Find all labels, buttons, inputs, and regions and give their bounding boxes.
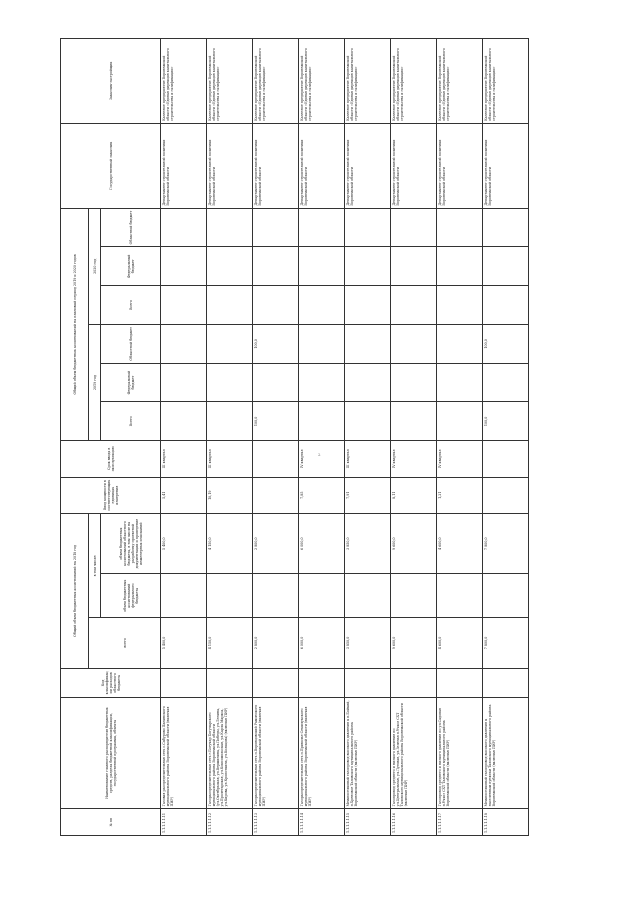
cell-fed: [161, 574, 207, 618]
cell-y2019-fed: [299, 363, 345, 402]
cell-developer: Казенное предприятие Воронежской области «Единая дирекция капитального строительства и газификации»: [253, 39, 299, 124]
cell-y2020-all: [345, 286, 391, 325]
header-name: Наименование главного распорядителя бюджетных средств, раздела бюджетной классификации, государственной программы, объекта: [61, 697, 161, 808]
cell-obl: 9 600,0: [391, 513, 437, 574]
cell-term: IV квартал: [437, 441, 483, 477]
cell-total: 2 800,0: [253, 618, 299, 669]
cell-y2020-all: [253, 286, 299, 325]
cell-name: Газораспределительная сеть г.Богучар Богучарского муниципального района Воронежской области (ул.Октябрьская, ул.Вершинина, ул.Победы, ул.Ленина, ул.Пролетарская, ул.Комсомольская, ул.Карла Маркса, ул.Кирова, ул.Кропоткина, ул.Кольцова) (включая ПИР): [207, 697, 253, 808]
cell-power: 1,21: [437, 477, 483, 513]
investment-table: [60, 38, 529, 836]
cell-fed: [299, 574, 345, 618]
table-row: [391, 39, 437, 836]
cell-no: 1.1.1.1.1.18: [483, 809, 529, 836]
cell-y2019-all: 100,0: [253, 402, 299, 441]
cell-y2020-all: [207, 286, 253, 325]
header-total-2018: Общий объем бюджетных ассигнований на 2018 год: [61, 513, 89, 668]
cell-term: III квартал: [345, 441, 391, 477]
cell-code: [299, 668, 345, 697]
cell-total: 3 850,0: [345, 618, 391, 669]
cell-total: 9 600,0: [391, 618, 437, 669]
cell-total: 6 000,0: [299, 618, 345, 669]
cell-obl: 7 800,0: [483, 513, 529, 574]
cell-name: Межпоселковый газопровод высокого давления к населенным пунктам Таловского муниципального района Воронежской области (включая ПИР): [483, 697, 529, 808]
cell-total: 4 150,0: [207, 618, 253, 669]
table-row: [207, 39, 253, 836]
header-obl-2018: объем бюджетных ассигнований областного бюджета, в том числе на разработку проектной документации и проведение инженерных изысканий: [101, 513, 161, 574]
cell-developer: Казенное предприятие Воронежской области «Единая дирекция капитального строительства и газификации»: [345, 39, 391, 124]
cell-y2020-obl: [207, 208, 253, 247]
cell-power: 5,41: [161, 477, 207, 513]
cell-obl: 2 800,0: [253, 513, 299, 574]
header-plan-period: Общий объем бюджетных ассигнований на плановый период 2019 и 2020 годов: [61, 208, 89, 441]
cell-fed: [391, 574, 437, 618]
cell-y2020-fed: [483, 247, 529, 286]
cell-code: [207, 668, 253, 697]
cell-y2019-obl: 100,0: [253, 324, 299, 363]
header-2019-fed: Федеральный бюджет: [101, 363, 161, 402]
header-code: Код классификации расходов областного бюджета: [61, 668, 161, 697]
cell-y2019-all: [207, 402, 253, 441]
cell-developer: Казенное предприятие Воронежской области «Единая дирекция капитального строительства и газификации»: [391, 39, 437, 124]
header-2020: 2020 год: [89, 208, 101, 324]
header-2020-obl: Областной бюджет: [101, 208, 161, 247]
cell-obl: 3 850,0: [345, 513, 391, 574]
cell-y2020-all: [437, 286, 483, 325]
cell-fed: [253, 574, 299, 618]
header-2019: 2019 год: [89, 324, 101, 440]
cell-customer: Департамент строительной политики Воронежской области: [345, 123, 391, 208]
cell-y2019-obl: [299, 324, 345, 363]
cell-obl: 4 600,0: [437, 513, 483, 574]
cell-y2019-obl: [437, 324, 483, 363]
cell-no: 1.1.1.1.1.13: [253, 809, 299, 836]
cell-customer: Департамент строительной политики Воронежской области: [391, 123, 437, 208]
cell-developer: Казенное предприятие Воронежской области «Единая дирекция капитального строительства и газификации»: [299, 39, 345, 124]
cell-y2020-fed: [345, 247, 391, 286]
cell-developer: Казенное предприятие Воронежской области «Единая дирекция капитального строительства и газификации»: [161, 39, 207, 124]
cell-y2020-obl: [161, 208, 207, 247]
cell-y2020-obl: [483, 208, 529, 247]
cell-y2020-fed: [253, 247, 299, 286]
cell-y2020-obl: [391, 208, 437, 247]
cell-power: [483, 477, 529, 513]
cell-power: [253, 477, 299, 513]
cell-y2020-all: [299, 286, 345, 325]
cell-total: 7 800,0: [483, 618, 529, 669]
cell-customer: Департамент строительной политики Воронежской области: [299, 123, 345, 208]
cell-y2019-obl: [391, 324, 437, 363]
header-no: № пп: [61, 809, 161, 836]
cell-fed: [207, 574, 253, 618]
cell-y2019-all: [345, 402, 391, 441]
cell-no: 1.1.1.1.1.14: [299, 809, 345, 836]
cell-y2019-all: 100,0: [483, 402, 529, 441]
cell-obl: 4 150,0: [207, 513, 253, 574]
cell-name: Межпоселковый газопровод высокого давления к п.Бойкий, п.Хреновое Таловского муниципального района Воронежской области (включая ПИР): [345, 697, 391, 808]
cell-code: [391, 668, 437, 697]
cell-term: III квартал: [207, 441, 253, 477]
cell-y2020-fed: [299, 247, 345, 286]
cell-no: 1.1.1.1.1.16: [391, 809, 437, 836]
page-mark: 2: [318, 452, 321, 457]
cell-name: Газораспределительная сеть п.Приволье Семилукского муниципального района Воронежской области (включая ПИР): [299, 697, 345, 808]
cell-fed: [345, 574, 391, 618]
cell-y2019-all: [437, 402, 483, 441]
table-row: [299, 39, 345, 836]
header-2019-all: Всего: [101, 402, 161, 441]
cell-customer: Департамент строительной политики Воронежской области: [483, 123, 529, 208]
cell-no: 1.1.1.1.1.15: [345, 809, 391, 836]
cell-y2019-fed: [161, 363, 207, 402]
cell-code: [161, 668, 207, 697]
cell-name: Газопровод среднего и низкого давления по ул.Садовая п.Учхоз СХТ Таловского муниципального района Воронежской области (включая ПИР): [437, 697, 483, 808]
cell-y2019-all: [299, 402, 345, 441]
cell-name: Газовая распределительная сеть с.Сабурово Панинского муниципального района Воронежской области (включая ПИР): [161, 697, 207, 808]
table-row: [483, 39, 529, 836]
cell-code: [483, 668, 529, 697]
cell-y2020-fed: [437, 247, 483, 286]
cell-y2019-all: [161, 402, 207, 441]
cell-y2020-all: [391, 286, 437, 325]
cell-customer: Департамент строительной политики Воронежской области: [161, 123, 207, 208]
cell-y2020-obl: [253, 208, 299, 247]
cell-power: 8,11: [391, 477, 437, 513]
cell-y2020-obl: [345, 208, 391, 247]
cell-obl: 5 400,0: [161, 513, 207, 574]
cell-y2020-obl: [437, 208, 483, 247]
cell-y2020-all: [483, 286, 529, 325]
cell-y2020-fed: [207, 247, 253, 286]
cell-no: 1.1.1.1.1.12: [207, 809, 253, 836]
cell-y2019-obl: [345, 324, 391, 363]
cell-code: [345, 668, 391, 697]
cell-customer: Департамент строительной политики Воронежской области: [437, 123, 483, 208]
cell-developer: Казенное предприятие Воронежской области «Единая дирекция капитального строительства и газификации»: [207, 39, 253, 124]
cell-y2019-fed: [437, 363, 483, 402]
cell-fed: [437, 574, 483, 618]
cell-power: 10,19: [207, 477, 253, 513]
header-fed-2018: объем бюджетных ассигнований федерального бюджета: [101, 574, 161, 618]
header-2019-obl: Областной бюджет: [101, 324, 161, 363]
cell-customer: Департамент строительной политики Воронежской области: [207, 123, 253, 208]
cell-total: 4 600,0: [437, 618, 483, 669]
cell-y2019-fed: [207, 363, 253, 402]
header-2020-fed: Федеральный бюджет: [101, 247, 161, 286]
cell-term: IV квартал: [391, 441, 437, 477]
cell-power: 7,85: [299, 477, 345, 513]
cell-y2019-all: [391, 402, 437, 441]
cell-y2020-fed: [161, 247, 207, 286]
cell-y2020-obl: [299, 208, 345, 247]
cell-y2019-obl: [161, 324, 207, 363]
cell-name: Газопровод среднего и низкого давления по ул.Центральная, ул.Луговая, ул.Зеленая п.Учхоз СХТ Таловского муниципального района Воронежской области (включая ПИР): [391, 697, 437, 808]
header-incl: в том числе:: [89, 513, 101, 617]
cell-y2019-obl: 100,0: [483, 324, 529, 363]
cell-obl: 6 000,0: [299, 513, 345, 574]
cell-total: 5 400,0: [161, 618, 207, 669]
cell-y2019-obl: [207, 324, 253, 363]
header-term: Срок ввода в эксплуатацию: [61, 441, 161, 477]
table-row: [161, 39, 207, 836]
header-customer: Государственный заказчик: [61, 123, 161, 208]
cell-power: 7,91: [345, 477, 391, 513]
cell-code: [253, 668, 299, 697]
header-2020-all: Всего: [101, 286, 161, 325]
cell-term: III квартал: [161, 441, 207, 477]
cell-code: [437, 668, 483, 697]
cell-y2019-fed: [253, 363, 299, 402]
table-row: [345, 39, 391, 836]
header-developer: Заказчик-застройщик: [61, 39, 161, 124]
cell-customer: Департамент строительной политики Воронежской области: [253, 123, 299, 208]
cell-no: 1.1.1.1.1.11: [161, 809, 207, 836]
cell-term: IV квартал: [299, 441, 345, 477]
table-row: [253, 39, 299, 836]
cell-term: [253, 441, 299, 477]
cell-y2019-fed: [483, 363, 529, 402]
cell-y2019-fed: [345, 363, 391, 402]
cell-y2020-fed: [391, 247, 437, 286]
cell-developer: Казенное предприятие Воронежской области «Единая дирекция капитального строительства и газификации»: [483, 39, 529, 124]
cell-y2020-all: [161, 286, 207, 325]
header-power: Ввод мощности в соответствующих единицах измерения: [61, 477, 161, 513]
cell-fed: [483, 574, 529, 618]
cell-name: Газораспределительная сеть п.Воронцовский Рамонского муниципального района Воронежской области (включая ПИР): [253, 697, 299, 808]
cell-no: 1.1.1.1.1.17: [437, 809, 483, 836]
document-sheet: [60, 38, 618, 836]
header-total: всего: [89, 618, 161, 669]
cell-y2019-fed: [391, 363, 437, 402]
cell-term: [483, 441, 529, 477]
cell-developer: Казенное предприятие Воронежской области «Единая дирекция капитального строительства и газификации»: [437, 39, 483, 124]
table-row: [437, 39, 483, 836]
